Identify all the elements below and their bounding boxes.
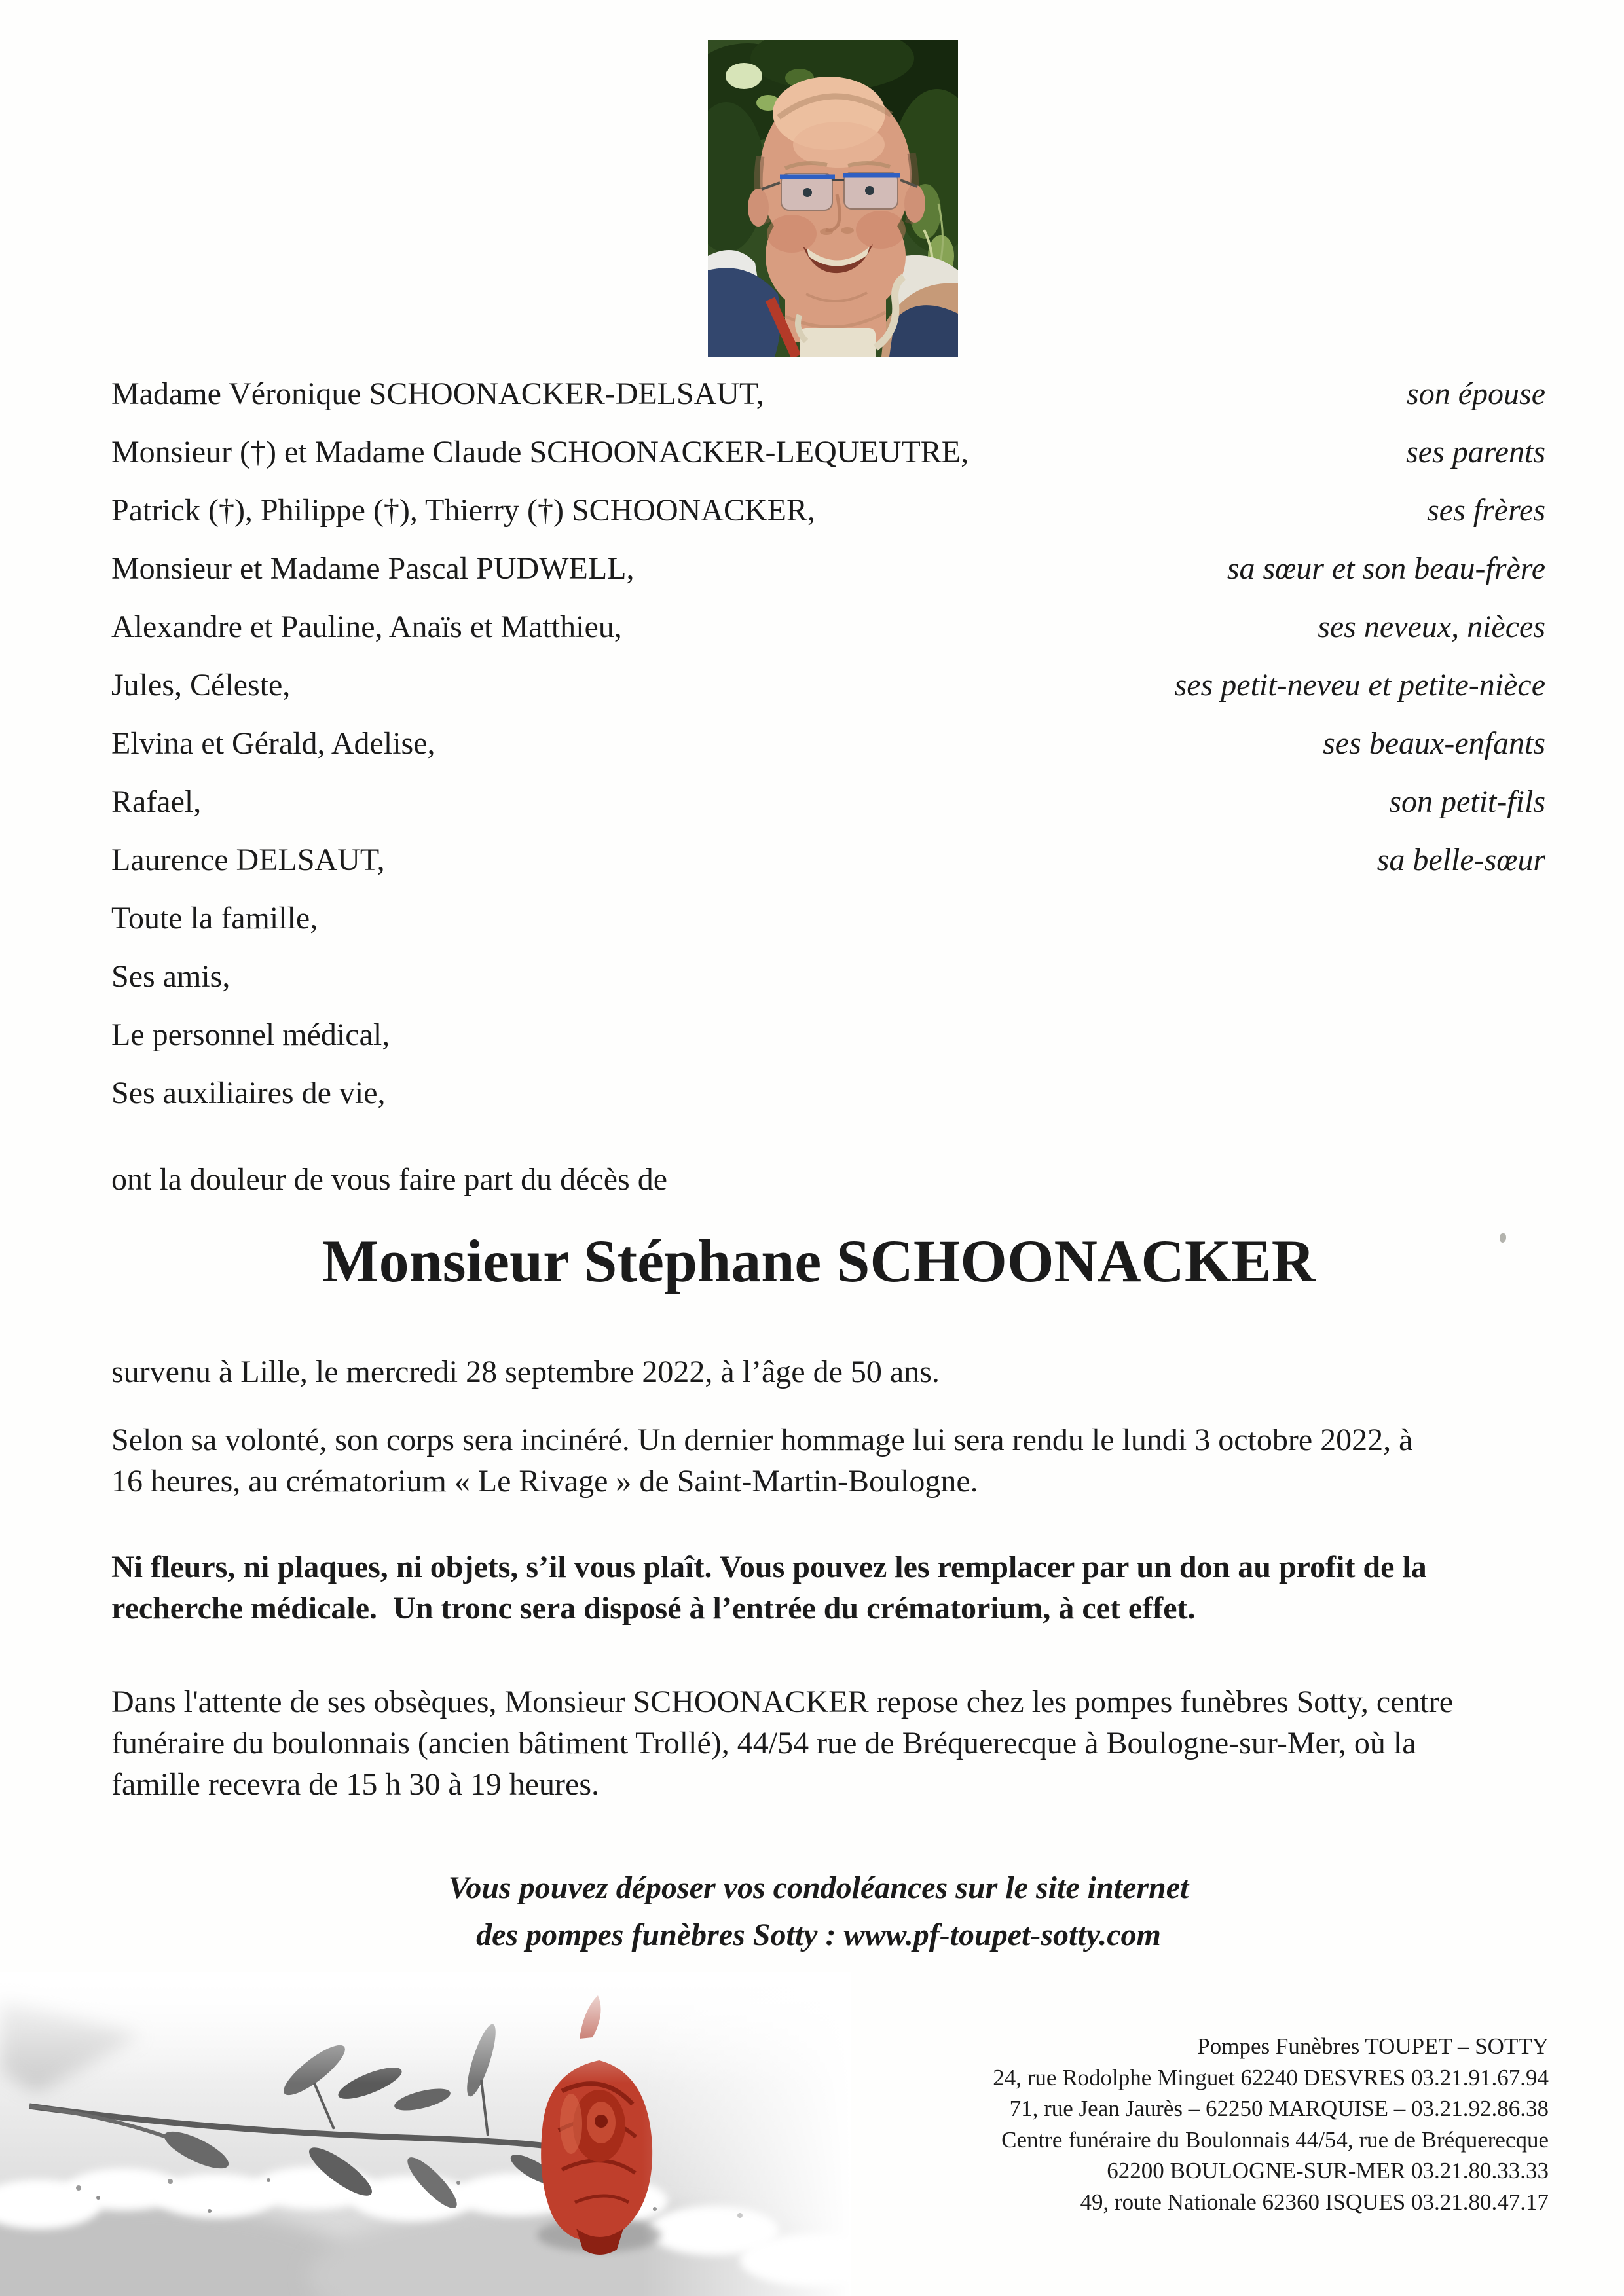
funeral-home-footer <box>993 2031 1549 2218</box>
footer-address-marquise: 71, rue Jean Jaurès – 62250 MARQUISE – 03.21.92.86.38 <box>1009 2096 1549 2122</box>
donation-paragraph <box>111 1546 1539 1629</box>
death-notice-line: survenu à Lille, le mercredi 28 septembre 2022, à l’âge de 50 ans. <box>111 1355 940 1389</box>
ceremony-paragraph <box>111 1419 1539 1502</box>
donation-line: Ni fleurs, ni plaques, ni objets, s’il vous plaît. Vous pouvez les remplacer par un don au profit de la <box>111 1550 1427 1584</box>
family-name: Monsieur (†) et Madame Claude SCHOONACKER-LEQUEUTRE, <box>111 435 969 469</box>
family-list <box>111 365 1545 1122</box>
family-name: Elvina et Gérald, Adelise, <box>111 726 435 761</box>
family-row <box>111 365 1545 423</box>
family-row <box>111 831 1545 889</box>
family-row <box>111 889 1545 947</box>
family-row <box>111 656 1545 714</box>
rose-beach-photo <box>0 1972 851 2296</box>
family-relation: sa belle-sœur <box>1376 843 1545 877</box>
family-name: Le personnel médical, <box>111 1017 390 1052</box>
family-row <box>111 947 1545 1006</box>
family-row <box>111 714 1545 773</box>
family-row <box>111 423 1545 481</box>
family-name: Laurence DELSAUT, <box>111 843 385 877</box>
family-row <box>111 1064 1545 1122</box>
trach-dressing <box>800 328 876 357</box>
family-row <box>111 773 1545 831</box>
donation-line: recherche médicale. Un tronc sera disposé à l’entrée du crématorium, à cet effet. <box>111 1591 1196 1626</box>
family-relation: ses beaux-enfants <box>1323 726 1545 761</box>
ceremony-line: Selon sa volonté, son corps sera incinéré. Un dernier hommage lui sera rendu le lundi 3 octobre 2022, à <box>111 1423 1413 1457</box>
ceremony-line: 16 heures, au crématorium « Le Rivage » de Saint-Martin-Boulogne. <box>111 1464 978 1499</box>
footer-address-isques: 49, route Nationale 62360 ISQUES 03.21.80.47.17 <box>1080 2189 1549 2215</box>
family-relation: ses frères <box>1427 493 1545 528</box>
family-name: Ses amis, <box>111 959 231 994</box>
portrait-photo <box>708 40 958 357</box>
family-row <box>111 481 1545 539</box>
family-relation: ses neveux, nièces <box>1318 610 1545 644</box>
family-relation: sa sœur et son beau-frère <box>1227 551 1545 586</box>
family-name: Rafael, <box>111 784 202 819</box>
family-name: Jules, Céleste, <box>111 668 291 702</box>
family-row <box>111 539 1545 598</box>
family-name: Alexandre et Pauline, Anaïs et Matthieu, <box>111 610 622 644</box>
family-relation: son petit-fils <box>1389 784 1545 819</box>
family-name: Patrick (†), Philippe (†), Thierry (†) SCHOONACKER, <box>111 493 815 528</box>
funeral-home-name: Pompes Funèbres TOUPET – SOTTY <box>1197 2033 1549 2059</box>
repose-line: funéraire du boulonnais (ancien bâtiment Trollé), 44/54 rue de Bréquerecque à Boulogne-sur-Mer, où la <box>111 1726 1416 1760</box>
family-name: Ses auxiliaires de vie, <box>111 1076 386 1110</box>
family-row <box>111 598 1545 656</box>
family-relation: ses parents <box>1406 435 1545 469</box>
family-relation: son épouse <box>1407 376 1545 411</box>
repose-line: famille recevra de 15 h 30 à 19 heures. <box>111 1767 600 1802</box>
footer-address-desvres: 24, rue Rodolphe Minguet 62240 DESVRES 03.21.91.67.94 <box>993 2064 1549 2090</box>
footer-address-centre-funeraire: Centre funéraire du Boulonnais 44/54, rue de Bréquerecque <box>1001 2126 1549 2153</box>
footer-address-boulogne: 62200 BOULOGNE-SUR-MER 03.21.80.33.33 <box>1107 2158 1549 2184</box>
condolences-line-website: des pompes funèbres Sotty : www.pf-toupet-sotty.com <box>476 1918 1161 1952</box>
family-row <box>111 1006 1545 1064</box>
deceased-name: Monsieur Stéphane SCHOONACKER <box>322 1228 1316 1294</box>
family-name: Madame Véronique SCHOONACKER-DELSAUT, <box>111 376 764 411</box>
intro-line: ont la douleur de vous faire part du décès de <box>111 1162 668 1197</box>
condolences-note <box>105 1865 1532 1959</box>
family-name: Toute la famille, <box>111 901 318 936</box>
repose-line: Dans l'attente de ses obsèques, Monsieur SCHOONACKER repose chez les pompes funèbres Sotty, centre <box>111 1685 1454 1719</box>
family-name: Monsieur et Madame Pascal PUDWELL, <box>111 551 635 586</box>
family-relation: ses petit-neveu et petite-nièce <box>1174 668 1545 702</box>
repose-paragraph <box>111 1681 1539 1805</box>
condolences-line: Vous pouvez déposer vos condoléances sur le site internet <box>448 1870 1189 1905</box>
